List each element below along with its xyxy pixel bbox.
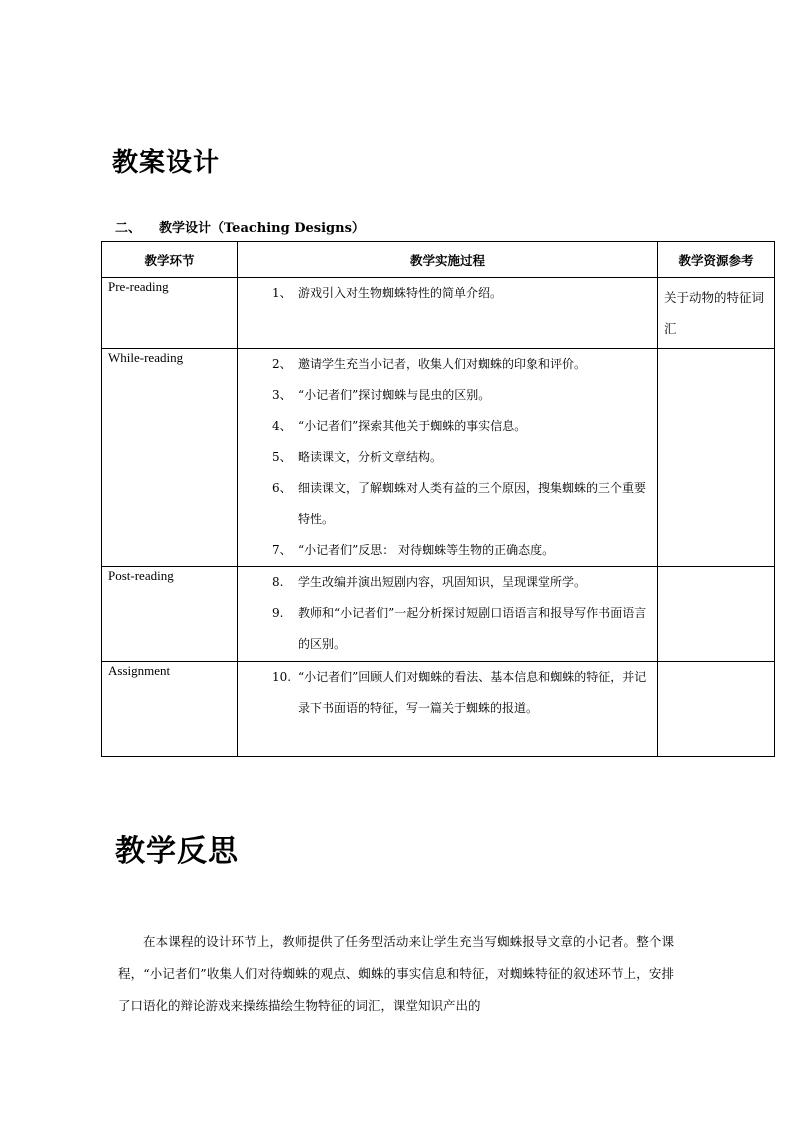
process-cell xyxy=(238,349,658,567)
table-row xyxy=(102,662,775,757)
step-text: 略读课文，分析文章结构。 xyxy=(298,450,443,464)
page-title: 教案设计 xyxy=(112,148,221,178)
step-text: “小记者们”探讨蜘蛛与昆虫的区别。 xyxy=(298,388,491,402)
table-row xyxy=(102,278,775,349)
table-row xyxy=(102,567,775,662)
step-text: 邀请学生充当小记者，收集人们对蜘蛛的印象和评价。 xyxy=(298,357,587,371)
resource-cell xyxy=(658,349,775,567)
step-number: 2、 xyxy=(272,357,292,371)
process-step xyxy=(272,598,651,660)
step-number: 7、 xyxy=(272,543,292,557)
step-number: 8. xyxy=(272,575,284,589)
step-number: 6、 xyxy=(272,481,292,495)
step-text: 学生改编并演出短剧内容，巩固知识，呈现课堂所学。 xyxy=(298,575,587,589)
step-number: 10. xyxy=(272,670,292,684)
resource-cell: 关于动物的特征词汇 xyxy=(658,278,775,349)
stage-cell: Assignment xyxy=(102,662,238,757)
section-title: 教学设计（Teaching Designs） xyxy=(159,221,365,236)
process-step xyxy=(272,662,651,724)
header-process: 教学实施过程 xyxy=(238,242,658,278)
section-number: 二、 xyxy=(115,221,142,236)
process-cell xyxy=(238,662,658,757)
reflection-paragraph: 在本课程的设计环节上，教师提供了任务型活动来让学生充当写蜘蛛报导文章的小记者。整个课程，“小记者们”收集人们对待蜘蛛的观点、蜘蛛的事实信息和特征，对蜘蛛特征的叙述环节上，安排了口语化的辩论游戏来操练描绘生物特征的词汇，课堂知识产出的 xyxy=(118,934,674,1013)
stage-cell: Pre-reading xyxy=(102,278,238,349)
process-cell xyxy=(238,278,658,349)
resource-cell xyxy=(658,567,775,662)
section-heading xyxy=(115,217,365,236)
process-step xyxy=(272,349,651,380)
process-cell xyxy=(238,567,658,662)
header-resource: 教学资源参考 xyxy=(658,242,775,278)
step-number: 4、 xyxy=(272,419,292,433)
table-header-row xyxy=(102,242,775,278)
step-text: “小记者们”反思： 对待蜘蛛等生物的正确态度。 xyxy=(298,543,555,557)
step-text: 教师和“小记者们”一起分析探讨短剧口语语言和报导写作书面语言的区别。 xyxy=(298,606,647,651)
step-text: “小记者们”探索其他关于蜘蛛的事实信息。 xyxy=(298,419,527,433)
step-text: 游戏引入对生物蜘蛛特性的简单介绍。 xyxy=(298,286,503,300)
step-number: 1、 xyxy=(272,286,292,300)
process-step xyxy=(272,380,651,411)
process-step xyxy=(272,278,651,309)
step-text: 细读课文，了解蜘蛛对人类有益的三个原因，搜集蜘蛛的三个重要特性。 xyxy=(298,481,647,526)
process-step xyxy=(272,442,651,473)
step-number: 3、 xyxy=(272,388,292,402)
process-step xyxy=(272,567,651,598)
resource-cell xyxy=(658,662,775,757)
teaching-design-table xyxy=(101,241,775,757)
table-row xyxy=(102,349,775,567)
stage-cell: While-reading xyxy=(102,349,238,567)
process-step xyxy=(272,535,651,566)
reflection-title: 教学反思 xyxy=(115,834,239,869)
step-number: 5、 xyxy=(272,450,292,464)
process-step xyxy=(272,411,651,442)
step-text: “小记者们”回顾人们对蜘蛛的看法、基本信息和蜘蛛的特征，并记录下书面语的特征，写一篇关于蜘蛛的报道。 xyxy=(298,670,647,715)
stage-cell: Post-reading xyxy=(102,567,238,662)
header-stage: 教学环节 xyxy=(102,242,238,278)
process-step xyxy=(272,473,651,535)
step-number: 9. xyxy=(272,606,284,620)
